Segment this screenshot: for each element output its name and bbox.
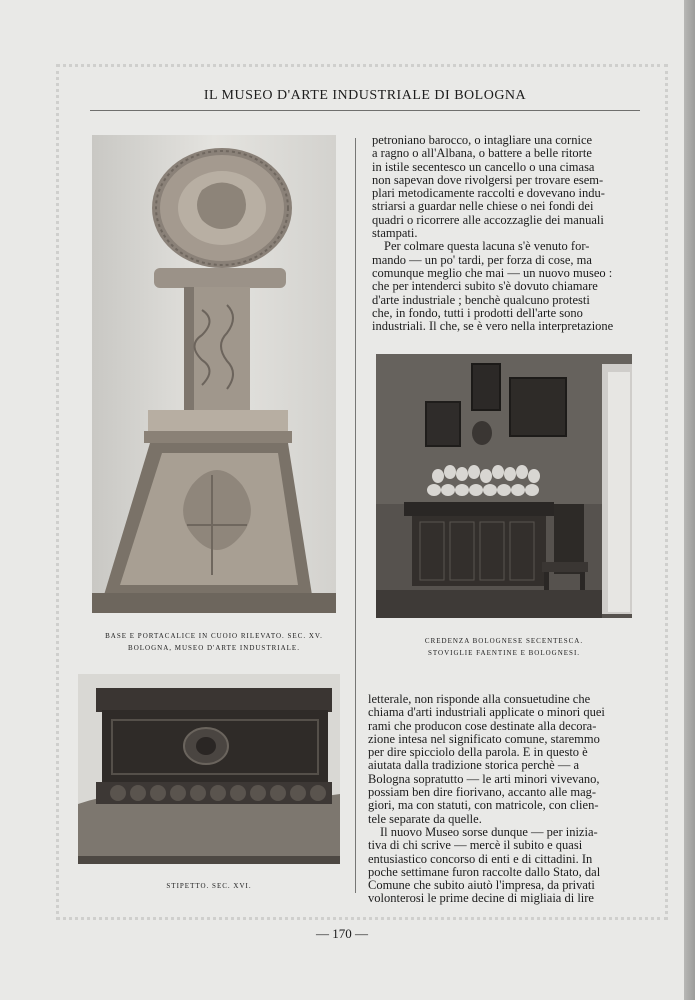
text-line: non sapevan dove rivolgersi per trovare esem- bbox=[372, 172, 604, 187]
text-line: industriali. Il che, se è vero nella interpretazione bbox=[372, 319, 614, 334]
credenza-photo bbox=[376, 354, 632, 618]
text-line: entusiastico concorso di enti e di cittadini. In bbox=[368, 851, 593, 866]
text-line: mando — un po' tardi, per forza di cose, ma bbox=[372, 252, 592, 267]
text-line: plari metodicamente raccolti e dovevano indu- bbox=[372, 186, 605, 201]
text-line: per dire spicciolo della parola. E in questo è bbox=[368, 745, 588, 760]
text-line: stampati. bbox=[372, 226, 418, 241]
caption-line: STOVIGLIE FAENTINE E BOLOGNESI. bbox=[427, 649, 581, 657]
chalice-base-caption bbox=[92, 630, 336, 654]
text-line: tiva di chi scrive — mercè il subito e quasi bbox=[368, 838, 583, 853]
text-line: letterale, non risponde alla consuetudine che bbox=[368, 692, 591, 706]
body-text-bottom bbox=[368, 693, 648, 906]
caption-line: BOLOGNA, MUSEO D'ARTE INDUSTRIALE. bbox=[128, 644, 300, 652]
casket-photo bbox=[78, 674, 340, 864]
body-text-top bbox=[372, 134, 647, 333]
text-line: zione intesa nel significato comune, staremmo bbox=[368, 731, 600, 746]
page-number: — 170 — bbox=[316, 926, 368, 941]
credenza-caption bbox=[376, 635, 632, 659]
text-line: Bologna sopratutto — le arti minori vivevano, bbox=[368, 771, 600, 786]
text-line: a ragno o all'Albana, o battere a belle ritorte bbox=[372, 146, 592, 161]
text-line: quadri o ricorrere alle accozzaglie dei manuali bbox=[372, 212, 604, 227]
text-line: volonterosi le prime decine di migliaia di lire bbox=[368, 891, 594, 906]
text-line: poche settimane furon raccolte dallo Stato, dal bbox=[368, 864, 601, 879]
text-line: comunque meglio che mai — un nuovo museo : bbox=[372, 265, 613, 280]
caption-line: CREDENZA BOLOGNESE SECENTESCA. bbox=[424, 637, 584, 645]
text-line: chiama d'arti industriali applicate o minori quei bbox=[368, 705, 605, 720]
text-line: giori, ma con statuti, con matricole, con clien- bbox=[368, 798, 599, 813]
text-line: striarsi a guardar nelle chiese o nei fondi dei bbox=[372, 199, 594, 214]
text-line: che, in fondo, tutti i prodotti dell'arte sono bbox=[372, 305, 583, 320]
text-line: tele separate da quelle. bbox=[368, 811, 482, 826]
caption-line: STIPETTO. SEC. XVI. bbox=[166, 882, 252, 890]
header-rule bbox=[90, 110, 640, 111]
text-line: aiutata dalla tradizione storica perchè — a bbox=[368, 758, 580, 773]
text-line: Comune che subito aiutò l'impresa, da privati bbox=[368, 878, 595, 893]
text-line: Per colmare questa lacuna s'è venuto for- bbox=[384, 239, 590, 254]
text-line: petroniano barocco, o intagliare una cornice bbox=[372, 133, 593, 147]
text-line: in istile secentesco un cancello o una cimasa bbox=[372, 159, 595, 174]
text-line: rami che producon cose destinate alla decora- bbox=[368, 718, 597, 733]
chalice-base-photo bbox=[92, 135, 336, 613]
caption-line: BASE E PORTACALICE IN CUOIO RILEVATO. SEC. XV. bbox=[105, 632, 323, 640]
text-line: che per intenderci subito s'è dovuto chiamare bbox=[372, 279, 598, 294]
page-edge bbox=[684, 0, 695, 1000]
text-line: d'arte industriale ; benchè qualcuno protesti bbox=[372, 292, 590, 307]
text-line: Il nuovo Museo sorse dunque — per inizia- bbox=[380, 824, 598, 839]
text-line: possiam ben dire fiorivano, accanto alle mag- bbox=[368, 785, 597, 800]
column-rule bbox=[355, 138, 356, 893]
running-header: IL MUSEO D'ARTE INDUSTRIALE DI BOLOGNA bbox=[203, 88, 527, 103]
casket-caption bbox=[78, 880, 340, 892]
